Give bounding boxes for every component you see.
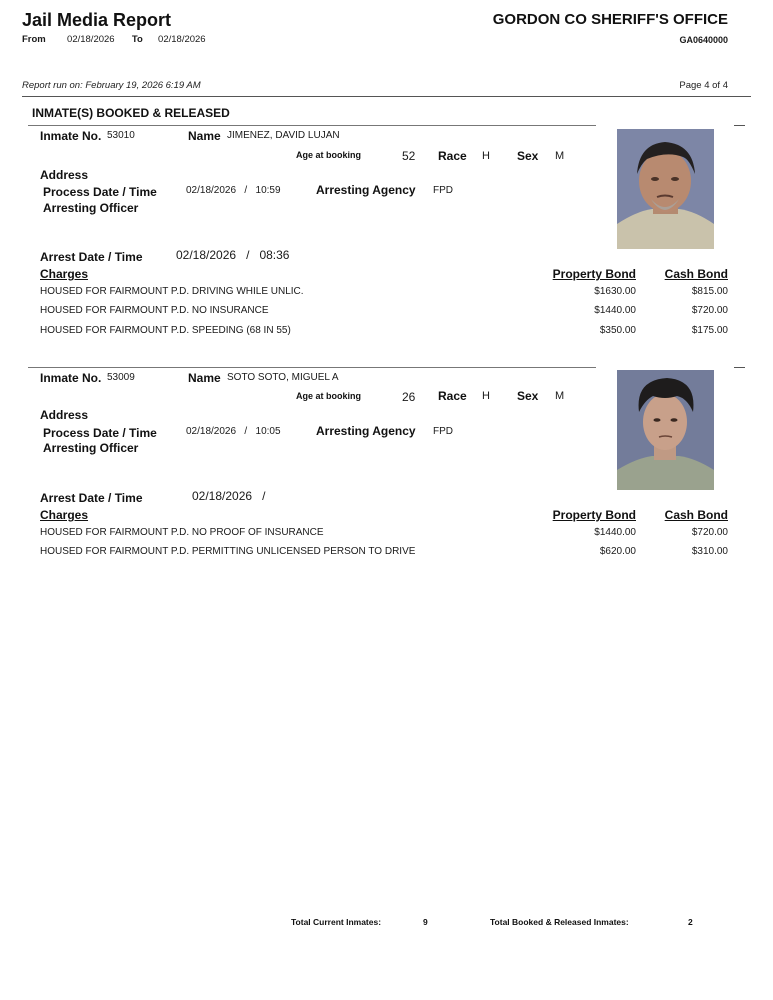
- process-time: 10:59: [255, 185, 281, 196]
- agency-name: GORDON CO SHERIFF'S OFFICE: [492, 11, 728, 28]
- run-on-value: February 19, 2026 6:19 AM: [85, 80, 201, 91]
- address-label: Address: [40, 168, 89, 182]
- mugshot-photo-icon: [617, 370, 714, 490]
- process-date-label: Process Date / Time: [43, 185, 157, 199]
- charge-property-bond: $350.00: [599, 325, 636, 336]
- arresting-agency-label: Arresting Agency: [316, 424, 416, 438]
- age-value: 52: [402, 149, 416, 163]
- slash: /: [244, 185, 248, 196]
- to-date: 02/18/2026: [158, 34, 206, 45]
- charge-property-bond: $1440.00: [594, 305, 636, 316]
- total-current-value: 9: [423, 917, 428, 927]
- arrest-date-value: [192, 489, 272, 503]
- cash-bond-label: Cash Bond: [664, 267, 728, 281]
- charge-property-bond: $1440.00: [594, 527, 636, 538]
- address-label: Address: [40, 408, 89, 422]
- age-value: 26: [402, 390, 416, 404]
- process-time: 10:05: [255, 426, 281, 437]
- inmate-no-label: Inmate No.: [40, 371, 102, 385]
- arrest-date-value: [176, 248, 289, 262]
- slash: /: [262, 489, 266, 503]
- inmate-record: [0, 367, 773, 607]
- charge-property-bond: $620.00: [599, 546, 636, 557]
- header-divider: [22, 96, 751, 97]
- charges-label: Charges: [40, 267, 89, 281]
- process-date-value: [186, 185, 281, 196]
- arresting-agency-value: FPD: [433, 185, 453, 196]
- page-number: Page 4 of 4: [679, 80, 728, 91]
- arresting-agency-value: FPD: [433, 426, 453, 437]
- slash: /: [244, 426, 248, 437]
- property-bond-label: Property Bond: [552, 267, 636, 281]
- charge-property-bond: $1630.00: [594, 286, 636, 297]
- cash-bond-label: Cash Bond: [664, 508, 728, 522]
- race-label: Race: [438, 389, 467, 403]
- report-title: Jail Media Report: [22, 10, 172, 30]
- name-label: Name: [188, 129, 221, 143]
- arrest-date-label: Arrest Date / Time: [40, 250, 143, 264]
- from-label: From: [22, 34, 46, 45]
- name-label: Name: [188, 371, 221, 385]
- record-dash: [734, 125, 745, 126]
- from-date: 02/18/2026: [67, 34, 115, 45]
- inmate-no-label: Inmate No.: [40, 129, 102, 143]
- sex-value: M: [555, 150, 565, 162]
- race-label: Race: [438, 149, 467, 163]
- total-current-label: Total Current Inmates:: [291, 917, 382, 927]
- inmate-photo: [617, 129, 714, 249]
- process-date: 02/18/2026: [186, 426, 237, 437]
- to-label: To: [131, 34, 143, 45]
- charge-cash-bond: $175.00: [691, 325, 728, 336]
- name-value: SOTO SOTO, MIGUEL A: [227, 372, 339, 383]
- record-divider: [28, 125, 596, 126]
- mugshot-photo-icon: [617, 129, 714, 249]
- charge-cash-bond: $815.00: [691, 286, 728, 297]
- total-booked-released-value: 2: [688, 917, 693, 927]
- arrest-date-label: Arrest Date / Time: [40, 491, 143, 505]
- agency-ori: GA0640000: [679, 35, 728, 45]
- charge-description: HOUSED FOR FAIRMOUNT P.D. NO PROOF OF INSURANCE: [40, 527, 324, 538]
- process-date-label: Process Date / Time: [43, 426, 157, 440]
- charge-description: HOUSED FOR FAIRMOUNT P.D. PERMITTING UNLICENSED PERSON TO DRIVE: [40, 546, 416, 557]
- age-label: Age at booking: [296, 150, 361, 160]
- race-value: H: [482, 390, 490, 402]
- arresting-agency-label: Arresting Agency: [316, 183, 416, 197]
- charge-cash-bond: $720.00: [691, 527, 728, 538]
- name-value: JIMENEZ, DAVID LUJAN: [227, 130, 340, 141]
- charge-cash-bond: $720.00: [691, 305, 728, 316]
- record-dash: [734, 367, 745, 368]
- section-title: INMATE(S) BOOKED & RELEASED: [32, 106, 230, 120]
- process-date-value: [186, 426, 281, 437]
- inmate-no-value: 53010: [107, 130, 135, 141]
- run-on-label: Report run on:: [22, 80, 83, 91]
- sex-value: M: [555, 390, 565, 402]
- charge-cash-bond: $310.00: [691, 546, 728, 557]
- date-range: [22, 34, 206, 45]
- arresting-officer-label: Arresting Officer: [43, 201, 139, 215]
- sex-label: Sex: [517, 149, 539, 163]
- report-run-on: [22, 80, 201, 91]
- arrest-time: 08:36: [259, 248, 290, 262]
- inmate-no-value: 53009: [107, 372, 135, 383]
- charge-description: HOUSED FOR FAIRMOUNT P.D. NO INSURANCE: [40, 305, 269, 316]
- arresting-officer-label: Arresting Officer: [43, 441, 139, 455]
- arrest-date: 02/18/2026: [176, 248, 237, 262]
- process-date: 02/18/2026: [186, 185, 237, 196]
- age-label: Age at booking: [296, 391, 361, 401]
- property-bond-label: Property Bond: [552, 508, 636, 522]
- inmate-photo: [617, 370, 714, 490]
- inmate-record: [0, 125, 773, 365]
- sex-label: Sex: [517, 389, 539, 403]
- arrest-date: 02/18/2026: [192, 489, 253, 503]
- charges-label: Charges: [40, 508, 89, 522]
- total-booked-released-label: Total Booked & Released Inmates:: [490, 917, 629, 927]
- slash: /: [246, 248, 250, 262]
- charge-description: HOUSED FOR FAIRMOUNT P.D. SPEEDING (68 IN 55): [40, 325, 291, 336]
- race-value: H: [482, 150, 490, 162]
- record-divider: [28, 367, 596, 368]
- charge-description: HOUSED FOR FAIRMOUNT P.D. DRIVING WHILE UNLIC.: [40, 286, 304, 297]
